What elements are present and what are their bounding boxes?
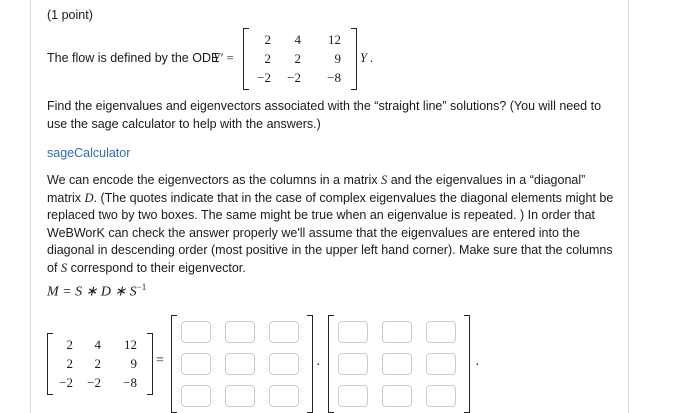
s-entry-input[interactable] xyxy=(269,321,299,343)
d-entry-input[interactable] xyxy=(426,385,456,407)
d-entry-input[interactable] xyxy=(382,385,412,407)
ode-matrix-cell: 2 xyxy=(294,51,301,66)
m-matrix-cell: 9 xyxy=(130,356,137,371)
ode-matrix xyxy=(243,28,357,90)
instructions-text: We can encode the eigenvectors as the columns in a matrix S and the eigenvalues in a “diagonal” matrix D. (The quotes indicate that in the case of complex eigenvalues the diagonal elements might be replaced two by two boxes. The same might be true when an eigenvalue is repeated. ) In order that WeBWorK can check the answer properly we'll assume that the eigenvalues are entered into the diagonal in descending order (most positive in the upper left hand corner). Make sure that the columns of S correspond to their eigenvector. xyxy=(47,173,614,275)
ode-matrix-cell: 2 xyxy=(264,32,271,47)
multiply-dot: · xyxy=(475,355,480,371)
d-entry-input[interactable] xyxy=(426,321,456,343)
m-matrix-cell: 2 xyxy=(66,337,73,352)
ode-matrix-cell: −2 xyxy=(257,70,271,85)
points-label: (1 point) xyxy=(47,8,93,22)
sage-calculator-link[interactable]: sageCalculator xyxy=(47,146,131,160)
m-matrix-cell: −2 xyxy=(59,375,73,390)
d-entry-input[interactable] xyxy=(338,385,368,407)
equals-sign: = xyxy=(156,353,164,368)
m-matrix-cell: −2 xyxy=(87,375,101,390)
d-entry-input[interactable] xyxy=(338,353,368,375)
s-entry-input[interactable] xyxy=(225,385,255,407)
matrix-d-input xyxy=(328,315,470,413)
ode-suffix: Y . xyxy=(360,51,374,65)
matrix-s-input xyxy=(171,315,313,413)
s-entry-input[interactable] xyxy=(269,385,299,407)
ode-matrix-cell: 12 xyxy=(328,32,341,47)
ode-matrix-cell: 2 xyxy=(264,51,271,66)
s-entry-input[interactable] xyxy=(181,353,211,375)
m-matrix-cell: 4 xyxy=(94,337,101,352)
s-entry-input[interactable] xyxy=(225,353,255,375)
d-entry-input[interactable] xyxy=(382,353,412,375)
ode-prefix: The flow is defined by the ODE xyxy=(47,51,220,65)
d-entry-input[interactable] xyxy=(338,321,368,343)
ode-matrix-cell: −2 xyxy=(287,70,301,85)
m-matrix xyxy=(47,333,153,395)
m-matrix-cell: 2 xyxy=(94,356,101,371)
s-entry-input[interactable] xyxy=(181,385,211,407)
ode-matrix-cell: 9 xyxy=(334,51,341,66)
m-matrix-cell: −8 xyxy=(123,375,137,390)
m-matrix-cell: 2 xyxy=(66,356,73,371)
d-entry-input[interactable] xyxy=(426,353,456,375)
ode-lhs: Y′ = xyxy=(213,51,235,65)
s-entry-input[interactable] xyxy=(269,353,299,375)
formula: M = S ∗ D ∗ $S^{-1}$ xyxy=(47,282,147,300)
ode-matrix-cell: −8 xyxy=(327,70,341,85)
m-matrix-cell: 12 xyxy=(124,337,137,352)
question-text: Find the eigenvalues and eigenvectors associated with the “straight line” solutions? (You will need to use the sage calculator to help with the answers.) xyxy=(47,99,602,131)
d-entry-input[interactable] xyxy=(382,321,412,343)
s-entry-input[interactable] xyxy=(225,321,255,343)
s-entry-input[interactable] xyxy=(181,321,211,343)
ode-matrix-cell: 4 xyxy=(294,32,301,47)
multiply-dot: · xyxy=(316,355,321,371)
